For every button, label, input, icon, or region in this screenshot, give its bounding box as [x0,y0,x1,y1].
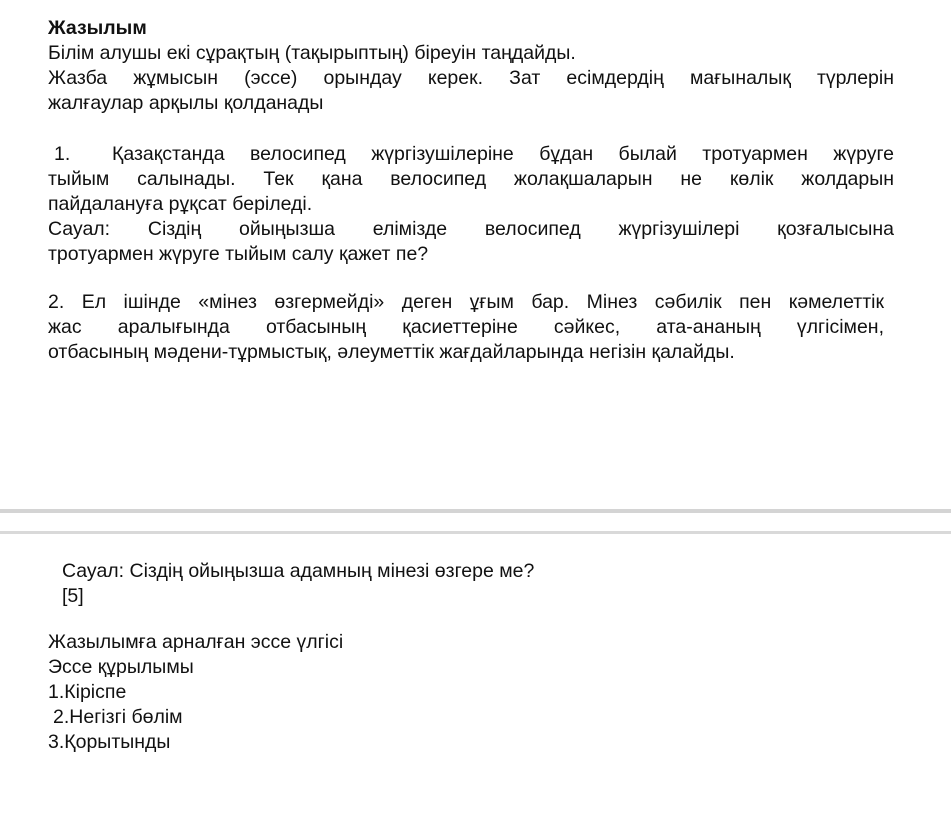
question-1-line [48,142,894,167]
essay-structure-item: 1.Кіріспе [48,681,127,703]
question-1-prompt: тротуармен жүруге тыйым салу қажет пе? [48,243,429,265]
question-1-prompt: Сауал: Сіздің ойыңызша елімізде велосипед жүргізушілері қозғалысына [48,218,894,240]
question-1-line: пайдалануға рұқсат беріледі. [48,193,313,215]
question-2-prompt: Сауал: Сіздің ойыңызша адамның мінезі өзгере ме? [62,560,535,582]
essay-sample-title: Жазылымға арналған эссе үлгісі [48,631,344,653]
page-break-line-bottom [0,531,951,534]
question-1-line: тыйым салынады. Тек қана велосипед жолақшаларын не көлік жолдарын [48,168,894,190]
essay-sample [48,630,748,755]
question-1-number: 1. [54,143,71,165]
essay-structure-item: 3.Қорытынды [48,731,171,753]
essay-structure-title: Эссе құрылымы [48,656,194,678]
question-2-line: 2. Ел ішінде «мінез өзгермейді» деген ұғым бар. Мінез сәбилік пен кәмелеттік [48,291,884,313]
intro-line: жалғаулар арқылы қолданады [48,92,324,114]
question-2-line: отбасының мәдени-тұрмыстық, әлеуметтік жағдайларында негізін қалайды. [48,341,735,363]
intro-line: Жазба жұмысын (эссе) орындау керек. Зат есімдердің мағыналық түрлерін [48,67,894,89]
question-2-line: жас аралығында отбасының қасиеттеріне сәйкес, ата-ананың үлгісімен, [48,316,884,338]
question-1-text: Қазақстанда велосипед жүргізушілеріне бұдан былай тротуармен жүруге [112,143,894,165]
page-break-divider [0,509,951,535]
score-marker: [5] [62,585,84,607]
question-1 [48,142,894,267]
document-heading: Жазылым [48,17,147,39]
page-break-line-top [0,509,951,513]
intro-paragraph [48,41,894,116]
question-2 [48,290,884,365]
essay-structure-item: 2.Негізгі бөлім [53,706,183,728]
intro-line: Білім алушы екі сұрақтың (тақырыптың) біреуін таңдайды. [48,42,576,64]
question-2-continued [62,559,762,609]
